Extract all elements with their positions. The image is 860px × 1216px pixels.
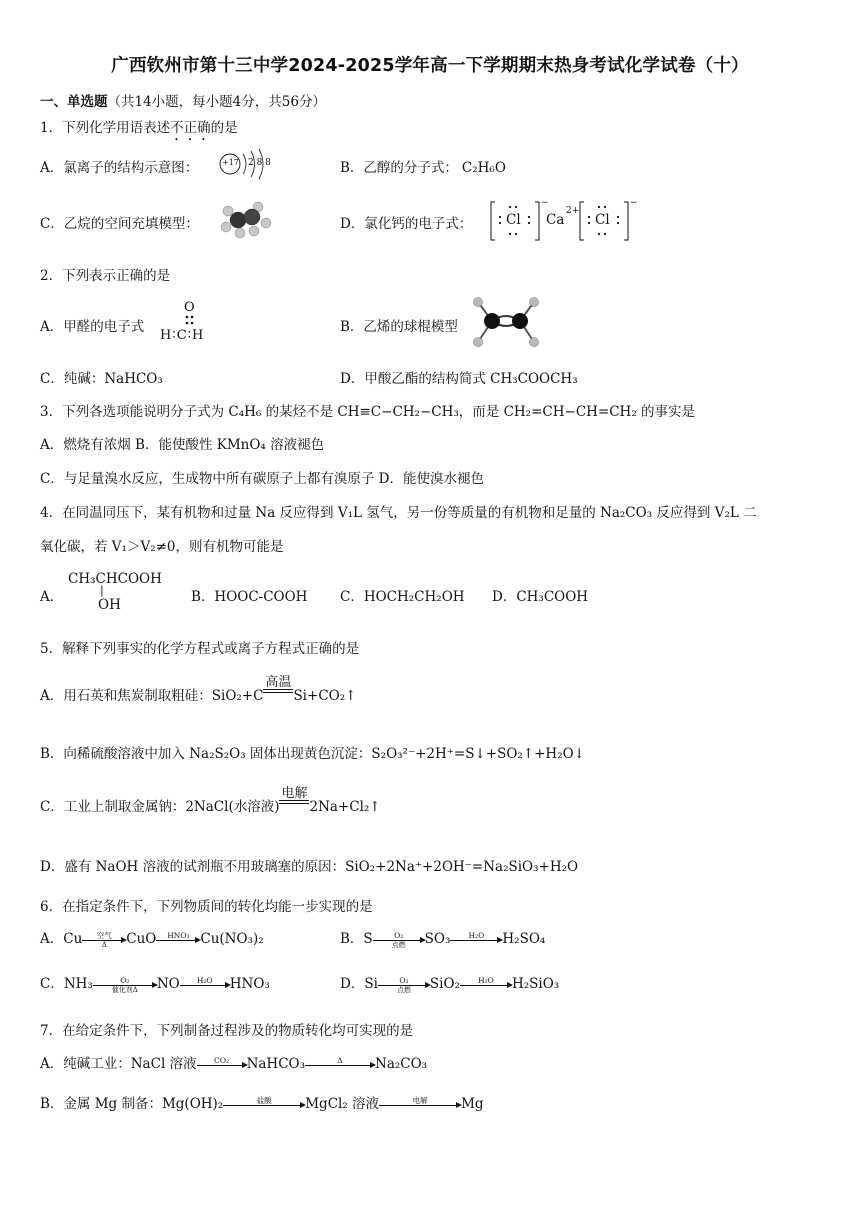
q1-option-a[interactable] (40, 156, 198, 176)
q6-d-s1: Si (364, 976, 378, 992)
chloride-charge-right: − (630, 198, 638, 208)
question-1-stem (40, 116, 238, 144)
q5-a-condition: 高温 (265, 675, 292, 690)
question-4-stem-line2: 氧化碳，若 V₁＞V₂≠0，则有机物可能是 (40, 539, 284, 555)
chloride-symbol-left: Cl (506, 212, 521, 228)
q5-option-d-text: D．盛有 NaOH 溶液的试剂瓶不用玻璃塞的原因： (40, 859, 346, 875)
lactic-acid-main-chain: CH₃CHCOOH (68, 571, 162, 587)
q6-c-label: C． (40, 976, 64, 992)
q7-b-arrow2: 电解 (379, 1096, 461, 1114)
q1-stem-text: 1．下列化学用语表述 (40, 120, 171, 136)
q6-d-label: D． (340, 976, 365, 992)
q6-d-s2: SiO₂ (429, 976, 460, 992)
q2-option-d[interactable]: D．甲酸乙酯的结构简式 CH₃COOCH₃ (340, 371, 578, 387)
q5-a-reactants: SiO₂+C (211, 688, 264, 704)
q7-a-s2: NaHCO₃ (246, 1056, 306, 1072)
q7-option-a[interactable] (40, 1052, 427, 1074)
q6-a-s1: Cu (63, 931, 83, 947)
q6-c-arrow2: H₂O (180, 976, 230, 994)
q5-c-products: 2Na+Cl₂↑ (309, 799, 381, 815)
q6-a-label: A． (40, 931, 64, 947)
q5-c-reaction-sign (279, 787, 309, 804)
q1-stem-emphasis: 不正确 (170, 120, 211, 136)
q5-c-reactants: 2NaCl(水溶液) (185, 799, 280, 815)
question-4-stem-line1: 4．在同温同压下，某有机物和过量 Na 反应得到 V₁L 氢气，另一份等质量的有机物和足量的 Na₂CO₃ 反应得到 V₂L 二 (40, 505, 757, 521)
q2-option-a-text: A．甲醛的电子式 (40, 319, 145, 335)
ethylene-ball-and-stick-model (470, 296, 544, 350)
q2-option-c[interactable]: C．纯碱：NaHCO₃ (40, 371, 163, 387)
q1-option-c[interactable] (40, 212, 199, 232)
q6-a-arrow2: HNO₃ (156, 931, 200, 949)
q4-option-a[interactable] (40, 585, 63, 605)
calcium-symbol: Ca (546, 212, 565, 228)
q6-a-s3: Cu(NO₃)₂ (200, 931, 264, 947)
q5-option-a-text: A．用石英和焦炭制取粗硅： (40, 688, 212, 704)
q6-a-arrow1: 空气 Δ (82, 931, 126, 949)
q5-option-c[interactable] (40, 783, 381, 815)
q6-a-s2: CuO (126, 931, 157, 947)
chloride-shell-electrons: 2 8 8 (248, 158, 271, 168)
chloride-symbol-right: Cl (595, 212, 610, 228)
q7-b-s3: Mg (461, 1096, 484, 1112)
q5-option-b-text: B．向稀硫酸溶液中加入 Na₂S₂O₃ 固体出现黄色沉淀： (40, 746, 372, 762)
q5-c-condition: 电解 (281, 786, 308, 801)
q6-d-arrow1: O₂ 点燃 (378, 976, 430, 994)
q6-c-arrow1: O₂ 催化剂Δ (93, 976, 157, 994)
q1-option-c-text: C．乙烷的空间充填模型： (40, 216, 199, 232)
q1-option-b-text: B．乙醇的分子式： (340, 160, 458, 176)
chloride-nucleus-label: +17 (222, 158, 239, 167)
q5-option-c-text: C．工业上制取金属钠： (40, 799, 186, 815)
q7-b-s2: MgCl₂ 溶液 (305, 1096, 380, 1112)
q6-b-label: B． (340, 931, 364, 947)
question-3-stem: 3．下列各选项能说明分子式为 C₄H₆ 的某烃不是 CH≡C−CH₂−CH₃，而是 CH₂=CH−CH=CH₂ 的事实是 (40, 404, 696, 420)
ethane-space-filling-model (220, 203, 272, 237)
formaldehyde-double-bond-dots (184, 314, 196, 328)
question-2-stem: 2．下列表示正确的是 (40, 268, 171, 284)
q4-option-c[interactable]: C．HOCH₂CH₂OH (340, 589, 465, 605)
q2-option-b[interactable] (340, 315, 458, 335)
q6-d-arrow2: H₂O (460, 976, 512, 994)
question-6-stem: 6．在指定条件下，下列物质间的转化均能一步实现的是 (40, 899, 373, 915)
lactic-acid-bond: | (100, 584, 104, 597)
q2-option-a[interactable] (40, 315, 144, 335)
section-header (40, 90, 326, 110)
q1-option-a-text: A．氯离子的结构示意图： (40, 160, 199, 176)
formaldehyde-hch: H∶C∶H (160, 328, 205, 343)
q7-option-b[interactable] (40, 1092, 484, 1114)
q1-option-d-text: D．氯化钙的电子式： (340, 216, 473, 232)
q6-option-b[interactable] (340, 927, 545, 949)
q4-option-d[interactable]: D．CH₃COOH (492, 589, 589, 605)
q7-a-arrow1: CO₂ (197, 1056, 247, 1074)
chloride-charge-left: − (541, 198, 549, 208)
question-5-stem: 5．解释下列事实的化学方程式或离子方程式正确的是 (40, 641, 360, 657)
q4-option-b[interactable]: B．HOOC-COOH (191, 589, 308, 605)
q5-option-d[interactable] (40, 855, 578, 875)
page-title: 广西钦州市第十三中学2024-2025学年高一下学期期末热身考试化学试卷（十） (111, 56, 749, 76)
q6-c-s1: NH₃ (63, 976, 93, 992)
q6-option-d[interactable] (340, 972, 559, 994)
q6-c-s3: HNO₃ (229, 976, 270, 992)
q7-a-s3: Na₂CO₃ (375, 1056, 428, 1072)
q5-option-b[interactable] (40, 742, 585, 762)
section-title: 一、单选题 (40, 94, 108, 110)
q6-b-s3: H₂SO₄ (502, 931, 546, 947)
section-note: （共14小题，每小题4分，共56分） (107, 94, 326, 110)
q6-b-arrow2: H₂O (450, 931, 502, 949)
q6-option-c[interactable] (40, 972, 270, 994)
q6-b-arrow1: O₂ 点燃 (373, 931, 425, 949)
q5-a-reaction-sign (263, 676, 293, 693)
ethanol-formula: C₂H₆O (461, 160, 506, 176)
q3-options-ab[interactable]: A．燃烧有浓烟 B．能使酸性 KMnO₄ 溶液褪色 (40, 437, 325, 453)
calcium-charge: 2+ (566, 206, 580, 216)
q5-d-equation: SiO₂+2Na⁺+2OH⁻=Na₂SiO₃+H₂O (345, 859, 579, 875)
q5-a-products: Si+CO₂↑ (293, 688, 357, 704)
q7-a-arrow2: Δ (305, 1056, 375, 1074)
q2-option-b-text: B．乙烯的球棍模型 (340, 319, 458, 335)
formaldehyde-oxygen: O (184, 300, 195, 315)
q1-stem-text-end: 的是 (210, 120, 238, 136)
q6-b-s1: S (363, 931, 373, 947)
q1-option-b[interactable] (340, 156, 506, 176)
q4-option-a-label: A． (40, 589, 64, 605)
q7-a-label: A．纯碱工业：NaCl 溶液 (40, 1056, 197, 1072)
lactic-acid-hydroxyl: OH (98, 597, 121, 613)
q5-b-equation: S₂O₃²⁻+2H⁺=S↓+SO₂↑+H₂O↓ (371, 746, 585, 762)
q6-option-a[interactable] (40, 927, 264, 949)
question-7-stem: 7．在给定条件下，下列制备过程涉及的物质转化均可实现的是 (40, 1023, 414, 1039)
q3-options-cd[interactable]: C．与足量溴水反应，生成物中所有碳原子上都有溴原子 D．能使溴水褪色 (40, 471, 484, 487)
q6-d-s3: H₂SiO₃ (511, 976, 560, 992)
q1-option-d[interactable] (340, 212, 472, 232)
q6-c-s2: NO (156, 976, 180, 992)
q7-b-label: B．金属 Mg 制备：Mg(OH)₂ (40, 1096, 224, 1112)
q5-option-a[interactable] (40, 672, 357, 704)
q6-b-s2: SO₃ (424, 931, 451, 947)
q7-b-arrow1: 盐酸 (223, 1096, 305, 1114)
